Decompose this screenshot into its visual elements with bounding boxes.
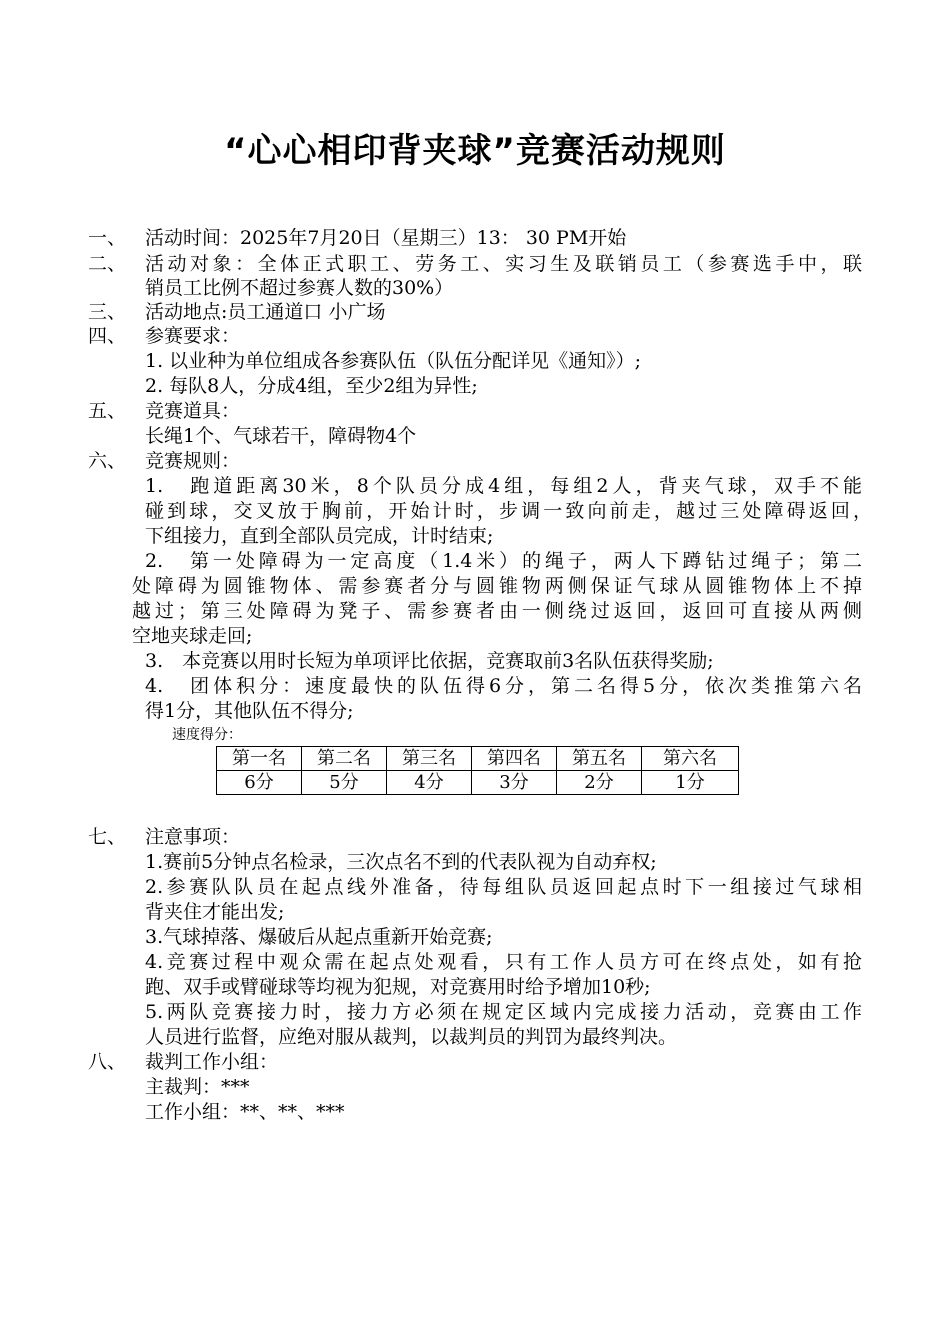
speed-score-table (216, 746, 739, 795)
entry-requirements-heading: 参赛要求： (145, 325, 241, 347)
section-number-6: 六、 (88, 450, 127, 472)
score-value-cell: 2分 (557, 771, 642, 795)
rule-4-line-1: 4. 团体积分：速度最快的队伍得6分，第二名得5分，依次类推第六名 (145, 675, 862, 697)
score-value-cell: 3分 (472, 771, 557, 795)
requirement-item-1: 1. 以业种为单位组成各参赛队伍（队伍分配详见《通知》）; (145, 350, 642, 372)
chief-referee: 主裁判：*** (145, 1076, 250, 1098)
activity-location: 活动地点:员工通道口 小广场 (145, 301, 386, 323)
section-number-8: 八、 (88, 1051, 127, 1073)
document-title: “心心相印背夹球”竞赛活动规则 (224, 131, 726, 171)
score-header-cell: 第一名 (217, 747, 302, 771)
note-4-line-1: 4.竞赛过程中观众需在起点处观看，只有工作人员方可在终点处，如有抢 (145, 951, 862, 973)
score-table-header-row (217, 747, 739, 771)
equipment-heading: 竞赛道具： (145, 400, 241, 422)
section-number-1: 一、 (88, 227, 127, 249)
rule-2-line-3: 越过；第三处障碍为凳子、需参赛者由一侧绕过返回，返回可直接从两侧 (132, 600, 862, 622)
note-5-line-2: 人员进行监督，应绝对服从裁判，以裁判员的判罚为最终判决。 (145, 1026, 678, 1048)
section-number-4: 四、 (88, 325, 127, 347)
score-header-cell: 第二名 (302, 747, 387, 771)
rule-1-line-2: 碰到球，交叉放于胸前，开始计时，步调一致向前走，越过三处障碍返回， (145, 500, 872, 522)
rules-heading: 竞赛规则： (145, 450, 241, 472)
note-4-line-2: 跑、双手或臂碰球等均视为犯规，对竞赛用时给予增加10秒; (145, 976, 651, 998)
score-header-cell: 第四名 (472, 747, 557, 771)
activity-target-line-2: 销员工比例不超过参赛人数的30%） (145, 277, 454, 299)
section-number-7: 七、 (88, 826, 127, 848)
score-header-cell: 第六名 (642, 747, 739, 771)
note-5-line-1: 5.两队竞赛接力时，接力方必须在规定区域内完成接力活动，竞赛由工作 (145, 1001, 862, 1023)
rule-1-line-3: 下组接力，直到全部队员完成，计时结束; (145, 525, 494, 547)
section-number-2: 二、 (88, 253, 127, 275)
working-group: 工作小组：**、**、*** (145, 1101, 345, 1123)
score-value-cell: 4分 (387, 771, 472, 795)
score-header-cell: 第三名 (387, 747, 472, 771)
rule-2-line-4: 空地夹球走回; (132, 625, 253, 647)
score-table-caption: 速度得分： (172, 727, 242, 743)
note-2-line-1: 2.参赛队队员在起点线外准备，待每组队员返回起点时下一组接过气球相 (145, 876, 862, 898)
rule-2-line-2: 处障碍为圆锥物体、需参赛者分与圆锥物两侧保证气球从圆锥物体上不掉 (132, 575, 862, 597)
rule-3-line-1: 3. 本竞赛以用时长短为单项评比依据，竞赛取前3名队伍获得奖励; (145, 650, 714, 672)
note-1: 1.赛前5分钟点名检录，三次点名不到的代表队视为自动弃权; (145, 851, 657, 873)
rule-2-line-1: 2. 第一处障碍为一定高度（1.4米）的绳子，两人下蹲钻过绳子；第二 (145, 550, 862, 572)
score-value-cell: 1分 (642, 771, 739, 795)
activity-target-line-1: 活动对象：全体正式职工、劳务工、实习生及联销员工（参赛选手中，联 (145, 253, 862, 275)
activity-time: 活动时间：2025年7月20日（星期三）13： 30 PM开始 (145, 227, 627, 249)
note-3: 3.气球掉落、爆破后从起点重新开始竞赛; (145, 926, 493, 948)
equipment-list: 长绳1个、气球若干，障碍物4个 (145, 425, 417, 447)
requirement-item-2: 2. 每队8人，分成4组，至少2组为异性; (145, 375, 478, 397)
referee-group-heading: 裁判工作小组： (145, 1051, 279, 1073)
score-table-value-row (217, 771, 739, 795)
score-header-cell: 第五名 (557, 747, 642, 771)
section-number-5: 五、 (88, 400, 127, 422)
section-number-3: 三、 (88, 301, 127, 323)
rule-1-line-1: 1. 跑道距离30米，8个队员分成4组，每组2人，背夹气球，双手不能 (145, 475, 862, 497)
notes-heading: 注意事项： (145, 826, 241, 848)
score-value-cell: 6分 (217, 771, 302, 795)
rule-4-line-2: 得1分，其他队伍不得分; (145, 700, 354, 722)
score-value-cell: 5分 (302, 771, 387, 795)
note-2-line-2: 背夹住才能出发; (145, 901, 285, 923)
